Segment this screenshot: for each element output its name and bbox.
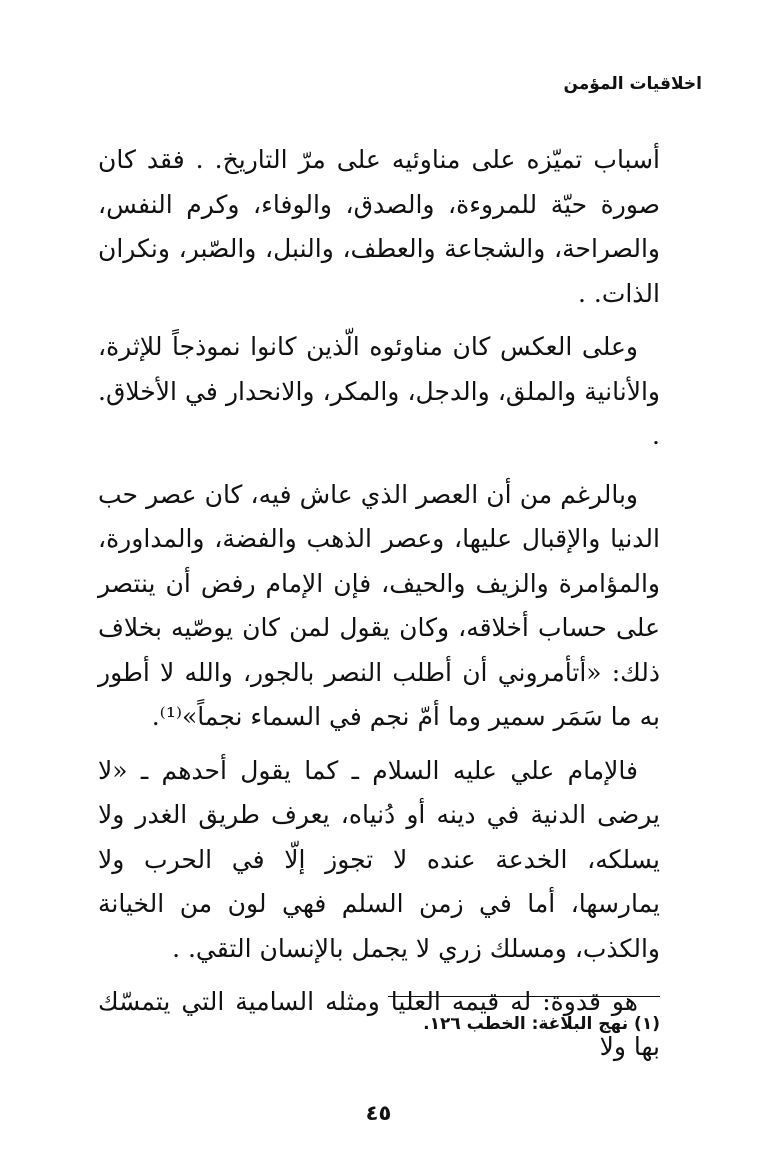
paragraph-4: فالإمام علي عليه السلام ـ كما يقول أحدهم ـ «لا يرضى الدنية في دينه أو دُنياه، يعرف طريق الغدر ولا يسلكه، الخدعة عنده لا تجوز إلّا في الحرب ولا يمارسها، أما في زمن السلم فهي لون من الخيانة والكذب، ومسلك زري لا يجمل بالإنسان التقي. . [98,755,660,963]
paragraph-3: وبالرغم من أن العصر الذي عاش فيه، كان عصر حب الدنيا والإقبال عليها، وعصر الذهب والفضة، والمداورة، والمؤامرة والزيف والحيف، فإن الإمام رفض أن ينتصر على حساب أخلاقه، وكان يقول لمن كان يوصّيه بخلاف ذلك: «أتأمروني أن أطلب النصر بالجور، والله لا أطور به ما سَمَر سمير وما أمّ نجم في السماء نجماً»⁽¹⁾. [98,479,660,731]
page-number: ٤٥ [365,1101,392,1125]
paragraph-1: أسباب تميّزه على مناوئيه على مرّ التاريخ. . فقد كان صورة حيّة للمروءة، والصدق، والوفاء، وكرم النفس، والصراحة، والشجاعة والعطف، والنبل، والصّبر، ونكران الذات. . [98,145,660,308]
footnote: (١) نهج البلاغة: الخطب ١٢٦. [423,1014,660,1034]
running-header: اخلاقيات المؤمن [563,74,702,94]
paragraph-2: وعلى العكس كان مناوئوه الّذين كانوا نموذجاً للإثرة، والأنانية والملق، والدجل، والمكر، والانحدار في الأخلاق. . [98,332,660,450]
body-text [98,138,660,1069]
paragraph-5: هو قدوة: له قيمه العليا ومثله السامية التي يتمسّك بها ولا [98,987,660,1061]
footnote-divider [388,996,660,997]
